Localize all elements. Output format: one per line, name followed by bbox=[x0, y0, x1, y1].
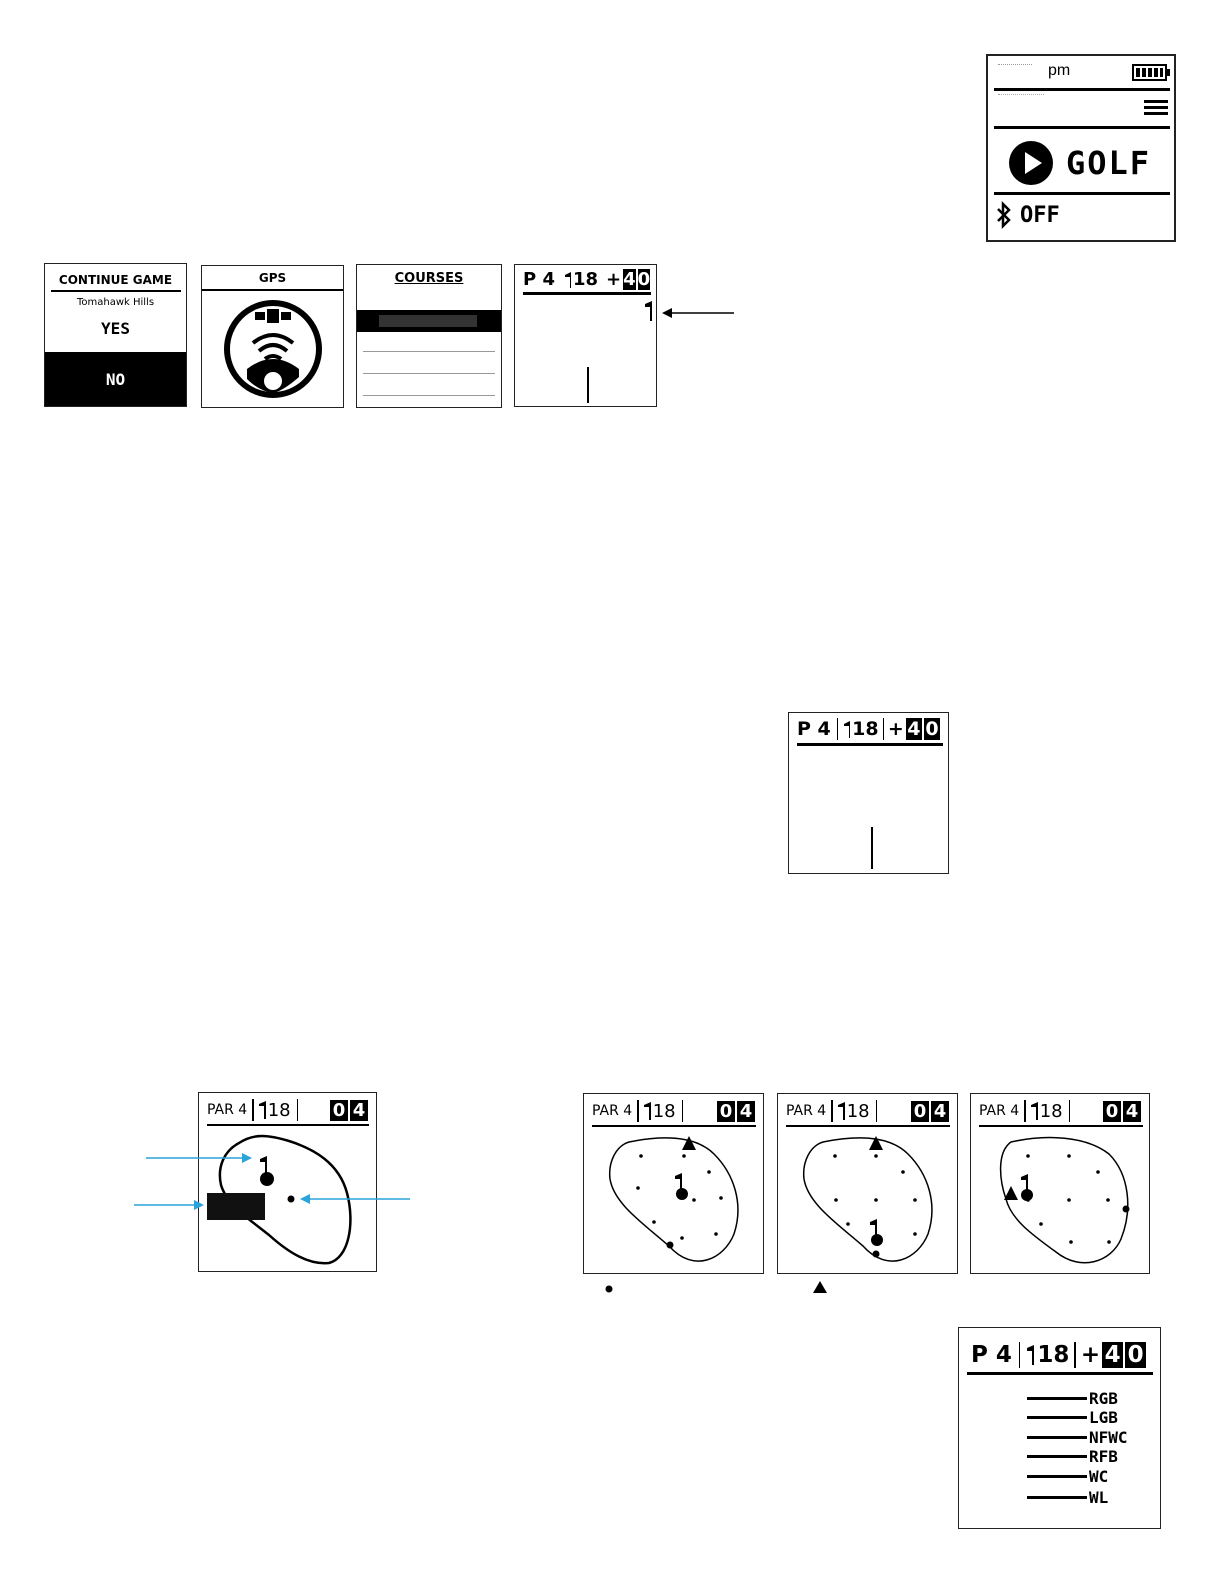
par-label: P 4 bbox=[971, 1342, 1012, 1368]
hazard-label: RFB bbox=[1089, 1447, 1118, 1466]
green-view-screen bbox=[583, 1093, 764, 1274]
player-position-marker bbox=[871, 827, 873, 869]
par-label: P 4 bbox=[797, 718, 831, 740]
par-label: PAR 4 bbox=[207, 1102, 248, 1118]
score-digit: 0 bbox=[330, 1100, 348, 1121]
flag-icon bbox=[565, 272, 573, 288]
yes-option[interactable]: YES bbox=[101, 319, 130, 338]
score-digit: 0 bbox=[1125, 1342, 1146, 1368]
menu-icon[interactable] bbox=[1144, 98, 1170, 118]
golf-label: GOLF bbox=[1066, 144, 1152, 182]
score-digit: 4 bbox=[623, 269, 636, 290]
score-digit: 4 bbox=[907, 718, 921, 740]
hazards-screen bbox=[958, 1327, 1161, 1529]
score-digit: 0 bbox=[717, 1101, 735, 1122]
par-label: PAR 4 bbox=[786, 1103, 827, 1119]
hole-info-bar bbox=[971, 1342, 1152, 1368]
score-digit: 0 bbox=[925, 718, 939, 740]
battery-icon bbox=[1132, 64, 1172, 82]
score-digit: 4 bbox=[1123, 1101, 1141, 1122]
hole-info-bar bbox=[592, 1100, 755, 1122]
clock-placeholder bbox=[998, 64, 1032, 69]
pin-flag-icon bbox=[645, 301, 655, 321]
hazard-label: WL bbox=[1089, 1488, 1109, 1507]
hole-number: 18 bbox=[1039, 1100, 1063, 1122]
callout-arrows bbox=[130, 1148, 430, 1228]
time-suffix: pm bbox=[1048, 62, 1071, 79]
score-digit: 4 bbox=[1102, 1342, 1123, 1368]
green-grid-map bbox=[584, 1124, 764, 1274]
courses-screen bbox=[356, 264, 502, 408]
green-view-screen bbox=[970, 1093, 1150, 1274]
home-screen bbox=[986, 54, 1176, 242]
hazard-label: WC bbox=[1089, 1467, 1109, 1486]
hole-number: 18 bbox=[852, 718, 879, 740]
no-option[interactable]: NO bbox=[45, 352, 186, 407]
score-digit: 4 bbox=[931, 1101, 949, 1122]
triangle-icon bbox=[812, 1280, 828, 1294]
player-position-marker bbox=[587, 367, 589, 403]
green-view-screen bbox=[777, 1093, 958, 1274]
course-list-item[interactable] bbox=[363, 395, 495, 396]
hole-info-bar bbox=[207, 1099, 368, 1121]
course-list-item[interactable] bbox=[363, 351, 495, 352]
score-digit: 0 bbox=[1103, 1101, 1121, 1122]
course-list-item-selected[interactable] bbox=[357, 310, 501, 332]
par-label: PAR 4 bbox=[592, 1103, 633, 1119]
play-icon bbox=[1008, 140, 1054, 186]
hazard-row bbox=[1027, 1447, 1118, 1466]
hole-view-screen bbox=[514, 264, 657, 407]
course-name: Tomahawk Hills bbox=[76, 297, 155, 308]
par-label: PAR 4 bbox=[979, 1103, 1020, 1119]
flag-icon bbox=[1027, 1345, 1037, 1365]
green-grid-map bbox=[971, 1124, 1150, 1274]
bluetooth-icon bbox=[996, 202, 1012, 228]
score-digit: 0 bbox=[911, 1101, 929, 1122]
courses-title: COURSES bbox=[394, 271, 464, 286]
continue-game-screen bbox=[44, 263, 187, 407]
satellite-globe-icon bbox=[223, 299, 323, 399]
par-label: P 4 bbox=[523, 269, 555, 290]
hole-number: 18 bbox=[267, 1099, 291, 1121]
hazard-row bbox=[1027, 1488, 1108, 1507]
hazard-label: NFWC bbox=[1089, 1428, 1128, 1447]
score-digit: 4 bbox=[350, 1100, 368, 1121]
hazard-label: RGB bbox=[1089, 1389, 1118, 1408]
hole-number: 18 bbox=[1037, 1342, 1070, 1368]
bluetooth-status[interactable] bbox=[996, 202, 1060, 228]
continue-game-title: CONTINUE GAME bbox=[58, 273, 173, 287]
hole-info-bar bbox=[523, 269, 651, 290]
hazard-row bbox=[1027, 1408, 1118, 1427]
hazard-row bbox=[1027, 1428, 1128, 1447]
flag-icon bbox=[838, 1102, 847, 1120]
flag-icon bbox=[259, 1101, 268, 1119]
arrow-icon bbox=[660, 306, 740, 320]
score-sign: + bbox=[887, 718, 904, 740]
green-grid-map bbox=[778, 1124, 958, 1274]
hazard-row bbox=[1027, 1467, 1108, 1486]
dot-icon bbox=[604, 1284, 614, 1294]
hole-view-screen bbox=[788, 712, 949, 874]
hazard-row bbox=[1027, 1389, 1118, 1408]
gps-title: GPS bbox=[258, 271, 287, 285]
gps-screen bbox=[201, 265, 344, 408]
course-list-item[interactable] bbox=[363, 373, 495, 374]
hazard-label: LGB bbox=[1089, 1408, 1118, 1427]
score-digit: 4 bbox=[737, 1101, 755, 1122]
hole-number: 18 bbox=[846, 1100, 870, 1122]
bluetooth-label: OFF bbox=[1020, 202, 1060, 228]
score-digit: 0 bbox=[637, 269, 651, 290]
flag-icon bbox=[644, 1102, 653, 1120]
score-sign: + bbox=[606, 269, 622, 290]
flag-icon bbox=[1031, 1102, 1040, 1120]
score-sign: + bbox=[1080, 1342, 1101, 1368]
hole-info-bar bbox=[786, 1100, 949, 1122]
hole-number: 18 bbox=[572, 269, 599, 290]
golf-play-button[interactable] bbox=[1008, 140, 1151, 186]
flag-icon bbox=[844, 721, 852, 738]
hole-info-bar bbox=[979, 1100, 1141, 1122]
hole-number: 18 bbox=[652, 1100, 676, 1122]
hole-info-bar bbox=[797, 718, 940, 740]
